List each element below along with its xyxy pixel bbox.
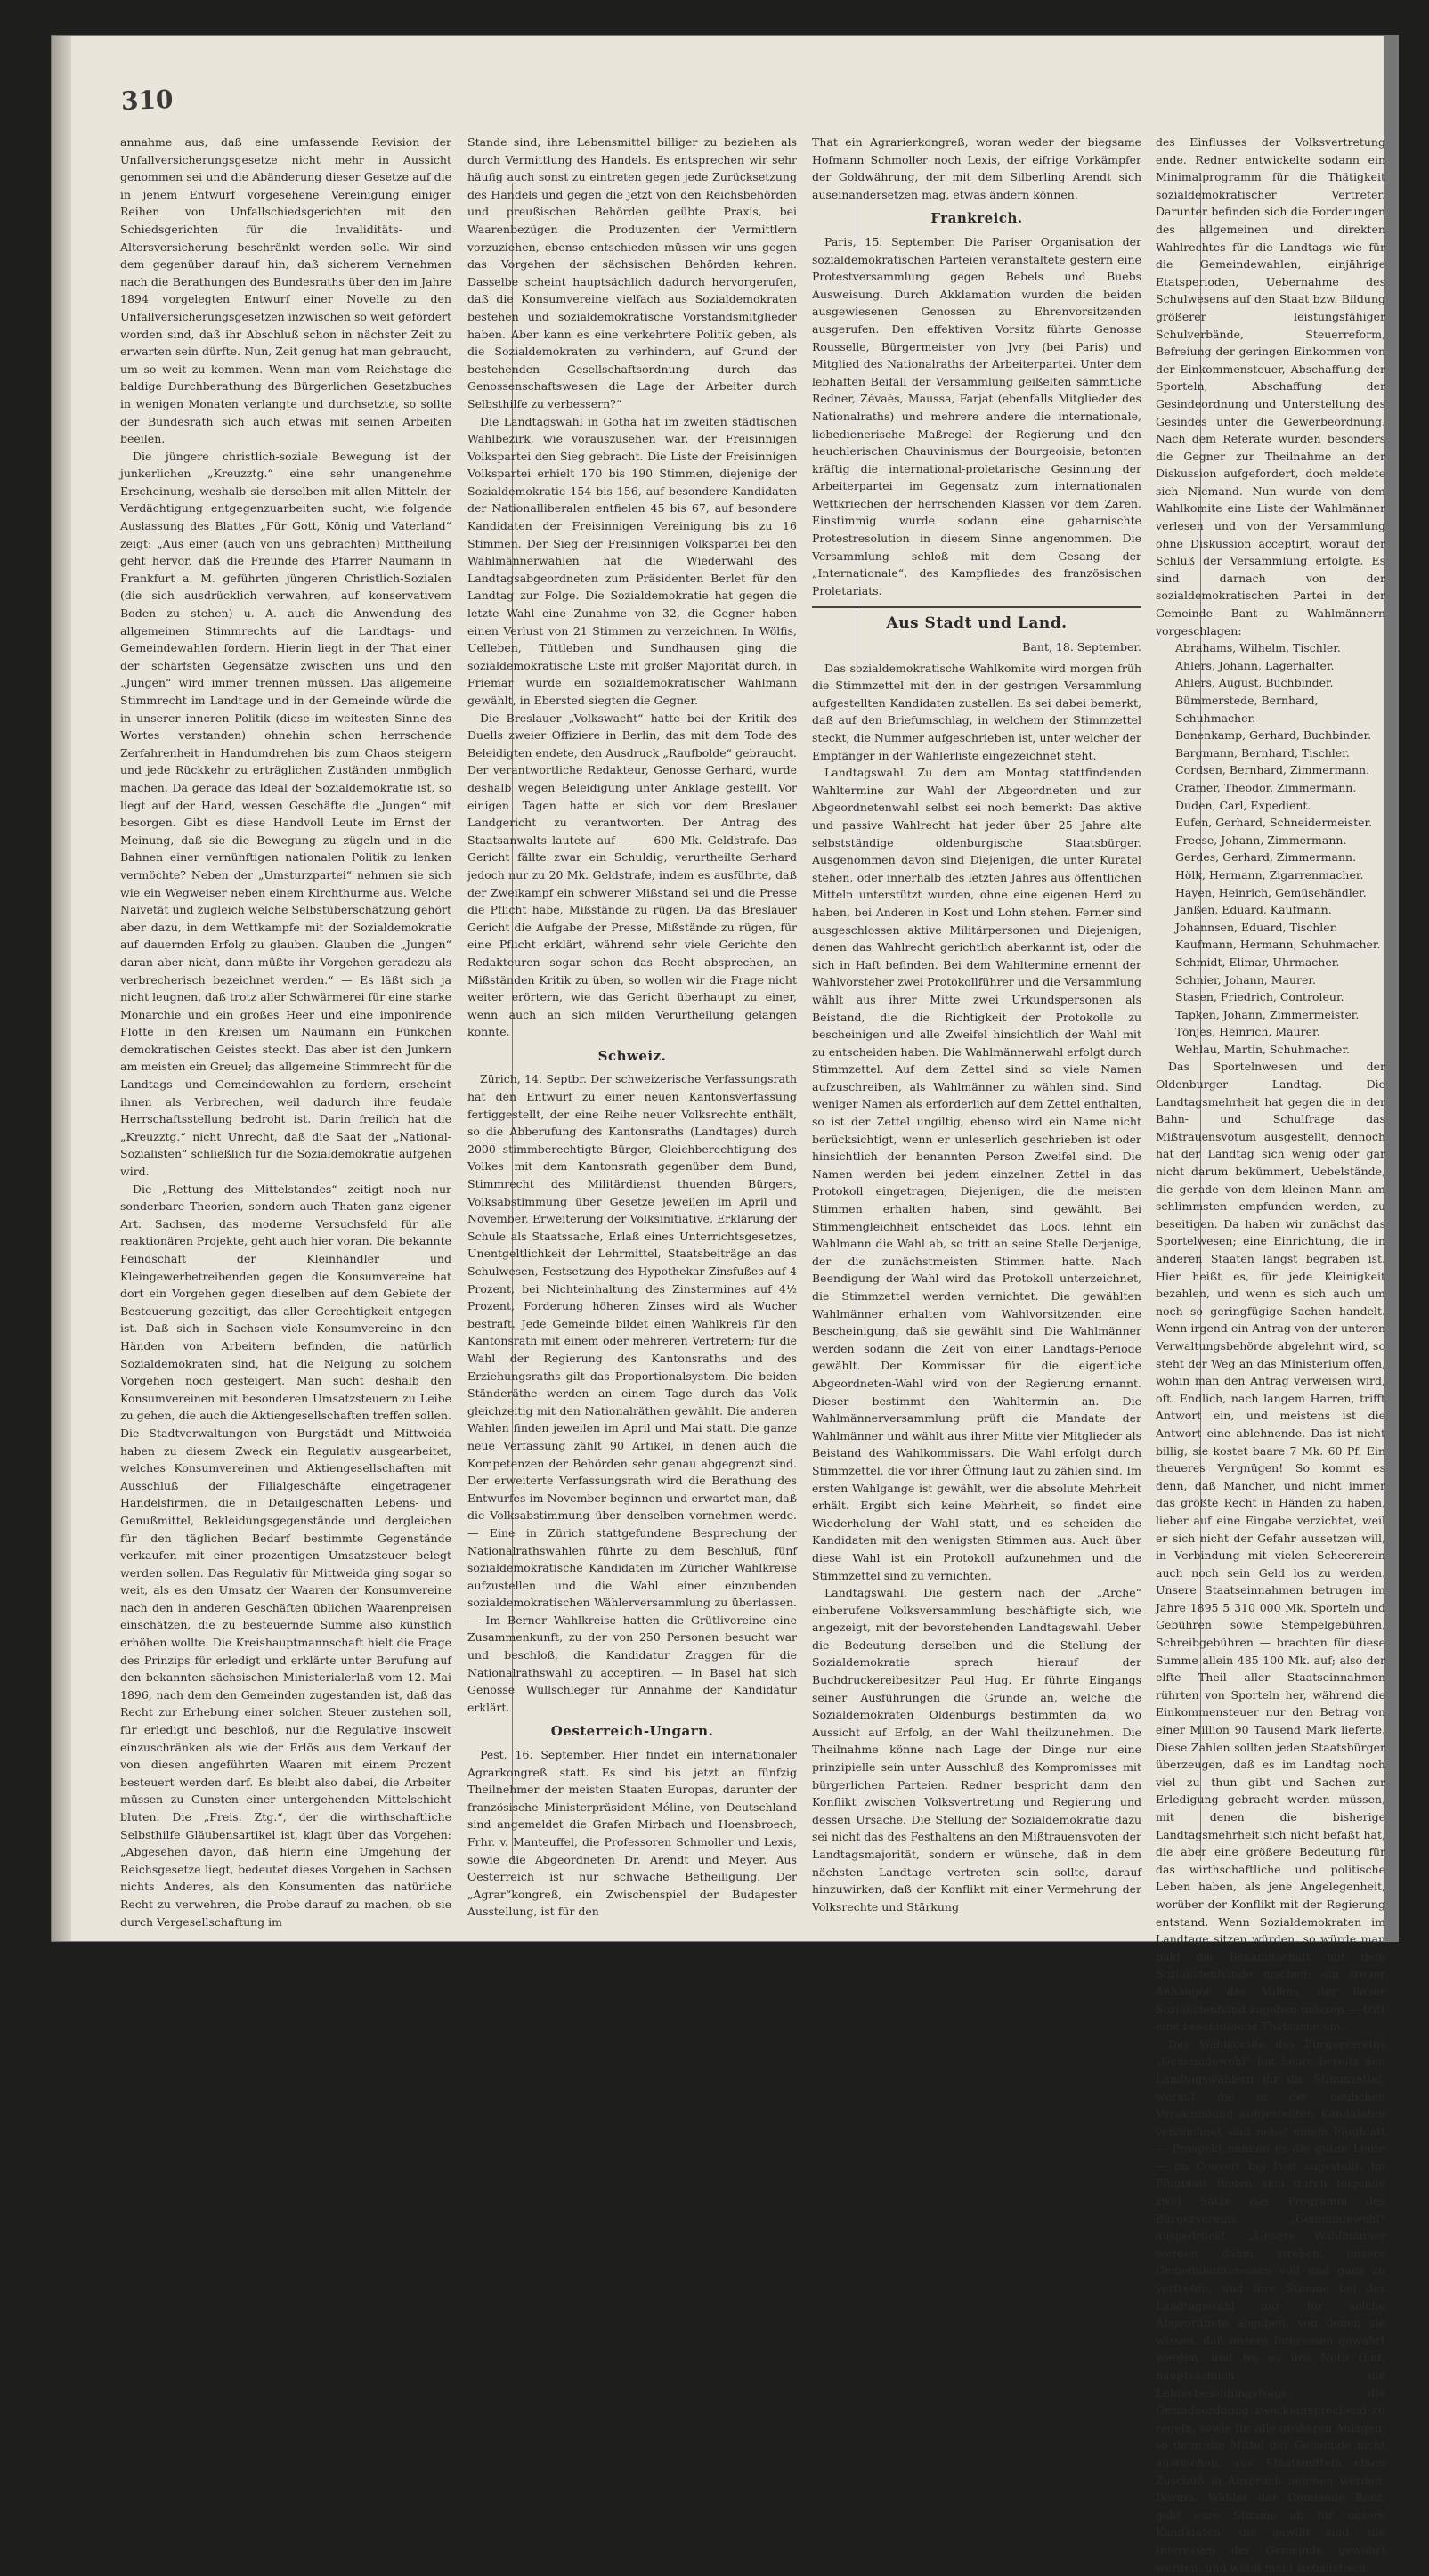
section-heading-schweiz: Schweiz.: [597, 1047, 667, 1064]
article-paragraph: Zürich, 14. Septbr. Der schweizerische Verfassungsrath hat den Entwurf zu einer neuen Kantonsverfassung fertiggestellt, der eine Reihe neuer Volksrechte enthält, so die Abberufung des Kantonsraths (Landtages) durch 2000 stimmberechtigte Bürger, Gleichberechtigung des Volkes mit dem Kantonsrath gegenüber dem Bund, Stimmrecht des Militärdienst thuenden Bürgers, Volksabstimmung über Gesetze jeweilen im April und November, Erweiterung der Volksinitiative, Erklärung der Schule als Staatssache, Erlaß eines Unterrichtsgesetzes, Unentgeltlichkeit der Lehrmittel, Staatsbeiträge an das Schulwesen, Festsetzung des Hypothekar-Zinsfußes auf 4 Prozent, bei Nichteinhaltung des Zinstermines auf 4½ Prozent, Forderung höheren Zinses wird als Wucher bestraft. Jede Gemeinde bildet einen Wahlkreis für den Kantonsrath mit einem oder mehreren Vertretern; für die Wahl der Regierung des Kantonsraths und des Erziehungsraths gilt das Proportionalsystem. Die beiden Ständeräthe werden an einem Tage durch das Volk gleichzeitig mit den Nationalräthen gewählt. Die anderen Wahlen finden jeweilen im April und Mai statt. Die ganze neue Verfassung zählt 90 Artikel, in denen auch die Kompetenzen der Behörden sehr genau abgegrenzt sind. Der erweiterte Verfassungsrath wird die Berathung des Entwurfes im November beginnen und erwartet man, daß die Volksabstimmung über denselben vornehmen werde. — Eine in Zürich stattgefundene Besprechung der Nationalrathswahlen führte zu dem Beschluß, fünf sozialdemokratische Kandidaten im Züricher Wahlkreise aufzustellen und die Wahl einer einzubenden sozialdemokratischen Wählerversammlung zu überlassen. — Im Berner Wahlkreise hatten die Grütlivereine eine Zusammenkunft, zu der von 250 Personen besucht war und beschloß, die Kandidatur Zraggen für die Nationalrathswahl zu acceptiren. — In Basel hat sich Genosse Wullschleger für Annahme der Kandidatur erklärt.: [467, 1072, 797, 1714]
list-item: Bargmann, Bernhard, Tischler.: [1175, 745, 1350, 760]
list-item: Schnier, Johann, Maurer.: [1175, 972, 1316, 987]
article-paragraph: That ein Agrarierkongreß, woran weder der biegsame Hofmann Schmoller noch Lexis, der eifrige Vorkämpfer der Goldwährung, der mit dem Silberling Arendt sich auseinandersetzen mag, etwas ändern können.: [812, 135, 1141, 201]
list-item: Bümmerstede, Bernhard, Schuhmacher.: [1175, 694, 1319, 725]
article-paragraph: Pest, 16. September. Hier findet ein internationaler Agrarkongreß statt. Es sind bis jetzt an fünfzig Theilnehmer der meisten Staaten Europas, darunter der französische Ministerpräsident Méline, von Deutschland sind angemeldet die Grafen Mirbach und Hoensbroech, Frhr. v. Manteuffel, die Professoren Schmoller und Lexis, sowie die Abgeordneten Dr. Arendt und Meyer. Aus Oesterreich ist nur schwache Betheiligung. Der „Agrar“kongreß, ein Zwischenspiel der Budapester Ausstellung, ist für den: [467, 1748, 797, 1919]
list-item: Gerdes, Gerhard, Zimmermann.: [1175, 850, 1357, 865]
article-paragraph: Stande sind, ihre Lebensmittel billiger zu beziehen als durch Vermittlung des Handels. Es entsprechen wir sehr häufig auch sonst zu eintreten gegen jede Zurücksetzung des Handels und gegen die jetzt von den Reichsbehörden und preußischen Behörden geübte Praxis, bei Waarenbezügen die Produzenten der Vermittlern vorzuziehen, ebenso entschieden müssen wir uns gegen das Vorgehen der sächsischen Behörden kehren. Dasselbe scheint hauptsächlich dadurch hervorgerufen, daß die Konsumvereine vielfach aus Sozialdemokraten bestehen und sozialdemokratische Vorstandsmitglieder haben. Aber kann es eine verkehrtere Politik geben, als die Sozialdemokraten zu verhindern, auf Grund der bestehenden Gesellschaftsordnung durch das Genossenschaftswesen die Lage der Arbeiter durch Selbsthilfe zu verbessern?“: [467, 135, 797, 410]
article-paragraph: Paris, 15. September. Die Pariser Organisation der sozialdemokratischen Parteien veranstaltete gestern eine Protestversammlung gegen Bebels und Buebs Ausweisung. Durch Akklamation wurden die beiden ausgewiesenen Genossen zu Ehrenvorsitzenden ausgerufen. Den effektiven Vorsitz führte Genosse Rousselle, Bürgermeister von Jvry (bei Paris) und Mitglied des Nationalraths der Arbeiterpartei. Unter dem lebhaften Beifall der Versammlung geißelten sämmtliche Redner, Zévaès, Maussa, Farjat (ebenfalls Mitglieder des Nationalraths) und mehrere andere die internationale, liebedienerische Maßregel der Regierung und den heuchlerischen Chauvinismus der Bourgeoisie, betonten kräftig die international-proletarische Gesinnung der Arbeiterpartei im Gegensatz zum internationalen Wettkriechen der herrschenden Klassen vor dem Zaren. Einstimmig wurde sodann eine geharnischte Protestresolution in diesem Sinne angenommen. Die Versammlung schloß mit dem Gesang der „Internationale“, des Kampfliedes des französischen Proletariats.: [812, 234, 1141, 597]
list-item: Eufen, Gerhard, Schneidermeister.: [1175, 816, 1373, 830]
list-item: Wehlau, Martin, Schuhmacher.: [1175, 1042, 1351, 1056]
list-item: Tönjes, Heinrich, Maurer.: [1175, 1025, 1320, 1039]
list-item: Ahlers, Johann, Lagerhalter.: [1175, 658, 1335, 672]
column-1: [120, 134, 451, 1929]
article-paragraph: Die Landtagswahl in Gotha hat im zweiten städtischen Wahlbezirk, wie vorauszusehen war, der Freisinnigen Volkspartei den Sieg gebracht. Die Liste der Freisinnigen Volkspartei erhielt 170 bis 190 Stimmen, diejenige der Sozialdemokratie 154 bis 156, auf besondere Kandidaten der Nationalliberalen entfielen 45 bis 67, auf besondere Kandidaten der Freisinnigen Vereinigung bis zu 16 Stimmen. Der Sieg der Freisinnigen Volkspartei bei den Wahlmännerwahlen hat die Wiederwahl des Landtagsabgeordneten zum Präsidenten Berlet für den Landtag zur Folge. Die Sozialdemokratie hat gegen die letzte Wahl eine Zunahme von 32, die Gegner haben einen Verlust von 21 Stimmen zu verzeichnen. In Wölfis, Uelleben, Tüttleben und Sundhausen ging die sozialdemokratische Liste mit großer Majorität durch, in Friemar wurde ein sozialdemokratischer Wahlmann gewählt, in Ebersted siegten die Gegner.: [467, 414, 797, 707]
article-paragraph: Das Sportelnwesen und der Oldenburger Landtag. Die Landtagsmehrheit hat gegen die in der Bahn- und Schulfrage das Mißtrauensvotum ausgestellt, dennoch hat der Landtag sich wenig oder gar nicht darum bekümmert, Uebelstände, die gerade von dem kleinen Mann am schlimmsten empfunden werden, zu beseitigen. Da haben wir zunächst das Sportelwesen; eine Einrichtung, die in anderen Staaten längst begraben ist. Hier heißt es, für jede Kleinigkeit bezahlen, und wenn es sich auch um noch so geringfügige Sachen handelt. Wenn irgend ein Antrag von der unteren Verwaltungsbehörde abgelehnt wird, so steht der Weg an das Ministerium offen, wohin man den Antrag verweisen wird, oft. Endlich, nach langem Harren, trifft Antwort ein, und meistens ist die Antwort eine ablehnende. Das ist nicht billig, sie kostet baare 7 Mk. 60 Pf. Ein theueres Vergnügen! So kommt es denn, daß Mancher, und nicht immer das größte Recht in Händen zu haben, lieber auf eine Eingabe verzichtet, weil er sich nicht der Gefahr aussetzen will, in Verbindung mit vielen Scheererein auch noch sein Geld los zu werden. Unsere Staatseinnahmen betrugen im Jahre 1895 5 310 000 Mk. Sporteln und Gebühren sowie Stempelgebühren, Schreibgebühren — brachten für diese Summe allein 485 100 Mk. auf; also der elfte Theil aller Staatseinnahmen rührten von Sporteln her, während die Einkommensteuer nur den Betrag von einer Million 90 Tausend Mark lieferte. Diese Zahlen sollten jeden Staatsbürger überzeugen, daß es im Landtag noch viel zu thun gibt und Sachen zur Erledigung gebracht werden müssen, mit denen die bisherige Landtagsmehrheit sich nicht befaßt hat, die aber eine größere Bedeutung für das wirthschaftliche und politische Leben haben, als jene Angelegenheit, worüber der Konflikt mit der Regierung entstand. Wenn Sozialdemokraten im Landtage sitzen würden, so würde man bald die Bekanntschaft mit dem Sozialistenfeinde machen; ein treuer Anhänger des Volkes, der lieber Sozialistenfeind zugeben müssen — tritt eine beschlossene Thatsache ein.: [1156, 1060, 1385, 2034]
list-item: Tapken, Johann, Zimmermeister.: [1175, 1007, 1360, 1021]
newspaper-page: [52, 36, 1398, 2574]
page-binding-shadow: [52, 36, 71, 1941]
column-2: [467, 134, 797, 1919]
list-item: Johannsen, Eduard, Tischler.: [1175, 920, 1338, 934]
section-heading-oesterreich: Oesterreich-Ungarn.: [550, 1723, 714, 1740]
article-paragraph: Landtagswahl. Die gestern nach der „Arche“ einberufene Volksversammlung beschäftigte sich, wie angezeigt, mit der bevorstehenden Landtagswahl. Ueber die Bedeutung derselben und die Stellung der Sozialdemokratie sprach hierauf der Buchdruckereibesitzer Paul Hug. Er führte Eingangs seiner Ausführungen die Gründe an, welche die Sozialdemokraten Oldenburgs bestimmten da, wo Aussicht auf Erfolg, an der Wahl theilzunehmen. Die Theilnahme könne nach Lage der Dinge nur eine prinzipielle sein unter Ausschluß des Kompromisses mit bürgerlichen Parteien. Redner bespricht dann den Konflikt zwischen Volksvertretung und Regierung und dessen Ursache. Die Stellung der Sozialdemokratie dazu sei nicht das des Festhaltens an den Mißtrauensvoten der Landtagsmajorität, sondern er wünsche, daß in dem nächsten Landtage vertreten sein sollte, darauf hinzuwirken, daß der Konflikt mit einer Vermehrung der Volksrechte und Stärkung: [812, 1586, 1141, 1914]
page-edge: [1384, 36, 1398, 1941]
list-item: Bonenkamp, Gerhard, Buchbinder.: [1175, 728, 1372, 743]
list-item: Cordsen, Bernhard, Zimmermann.: [1175, 763, 1370, 777]
list-item: Freese, Johann, Zimmermann.: [1175, 833, 1347, 847]
page-number: 310: [120, 84, 175, 117]
candidate-list: [1156, 639, 1385, 1058]
list-item: Cramer, Theodor, Zimmermann.: [1175, 780, 1357, 794]
article-paragraph: Das sozialdemokratische Wahlkomite wird morgen früh die Stimmzettel mit den in der gestrigen Versammlung aufgestellten Kandidaten zustellen. Es sei dabei bemerkt, daß auf den Briefumschlag, in welchem der Stimmzettel steckt, die Nummer aufgeschrieben ist, unter welcher der Empfänger in der Wählerliste eingezeichnet steht.: [812, 661, 1141, 762]
column-3: [812, 134, 1141, 1914]
list-item: Hayen, Heinrich, Gemüsehändler.: [1175, 885, 1367, 899]
article-paragraph: annahme aus, daß eine umfassende Revision der Unfallversicherungsgesetze nicht mehr in Aussicht genommen sei und die Abänderung dieser Gesetze auf die in jenem Entwurf vorgesehene Vereinigung einiger Reihen von Unfallschiedsgerichten mit den Schiedsgerichten für die Invaliditäts- und Altersversicherung beschränkt werden solle. Wir sind dem gegenüber darauf hin, daß sicherem Vernehmen nach die Berathungen des Bundesraths über den im Jahre 1894 vorgelegten Entwurf einer Novelle zu den Unfallversicherungsgesetzen inzwischen so weit gefördert worden sind, daß ihr Abschluß schon in nächster Zeit zu erwarten sein dürfte. Nun, Zeit genug hat man gebraucht, um so weit zu kommen. Wenn man vom Reichstage die baldige Durchberathung des Bürgerlichen Gesetzbuches in wenigen Monaten verlangte und durchsetzte, so sollte der Bundesrath sich auch etwas mit seinen Arbeiten beeilen.: [120, 135, 451, 446]
list-item: Abrahams, Wilhelm, Tischler.: [1175, 641, 1341, 655]
column-4: [1156, 134, 1385, 2574]
list-item: Schmidt, Elimar, Uhrmacher.: [1175, 955, 1340, 969]
article-paragraph: Die „Rettung des Mittelstandes“ zeitigt noch nur sonderbare Theorien, sondern auch Thaten ganz eigener Art. Sachsen, das moderne Versuchsfeld für alle reaktionären Projekte, geht auch hier voran. Die bekannte Feindschaft der Kleinhändler und Kleingewerbetreibenden gegen die Konsumvereine hat dort ein Vorgehen gegen dieselben auf dem Gebiete der Besteuerung gezeitigt, das aller Gerechtigkeit entgegen ist. Daß sich in Sachsen viele Konsumvereine in den Händen von Arbeitern befinden, die natürlich Sozialdemokraten sind, hat die Neigung zu solchem Vorgehen noch gesteigert. Man sucht deshalb den Konsumvereinen mit besonderen Umsatzsteuern zu Leibe zu gehen, die auch die Aktiengesellschaften treffen sollen. Die Stadtverwaltungen von Burgstädt und Mittweida haben zu diesem Zweck ein Regulativ ausgearbeitet, welches Konsumvereinen und Aktiengesellschaften mit Ausschluß der Filialgeschäfte eingetragener Handelsfirmen, die in Detailgeschäften Lebens- und Genußmittel, Bekleidungsgegenstände und dergleichen für den täglichen Bedarf bestimmte Gegenstände verkaufen mit einer prozentigen Umsatzsteuer belegt werden sollen. Das Regulativ für Mittweida ging sogar so weit, als es den Umsatz der Waaren der Konsumvereine nach den in anderen Geschäften üblichen Waarenpreisen einschätzen, die zu besteuernde Summe also künstlich erhöhen wollte. Die Kreishauptmannschaft hielt die Frage des Prinzips für erledigt und erklärte unter Berufung auf den bekannten sächsischen Ministerialerlaß vom 12. Mai 1896, nach dem den Gemeinden zugestanden ist, daß das Recht zur Erhebung einer solchen Steuer zustehen soll, für erledigt und beschloß, nur die Regulative insoweit einzuschränken als wie der Erlös aus dem Verkauf der von diesen angeführten Waaren mit einem Prozent besteuert werden darf. Es bleibt also dabei, die Arbeiter müssen zu Gunsten einer untergehenden Mittelschicht bluten. Die „Freis. Ztg.“, der die wirthschaftliche Selbsthilfe Gläubensartikel ist, klagt über das Vorgehen: „Abgesehen davon, daß hierin eine Umgehung der Reichsgesetze liegt, bedeutet dieses Vorgehen in Sachsen nichts Anderes, als den Konsumenten das natürliche Recht zu verwehren, die Probe darauf zu machen, ob sie durch Vergesellschaftung im: [120, 1182, 451, 1929]
article-paragraph: des Einflusses der Volksvertretung ende. Redner entwickelte sodann ein Minimalprogramm für die Thätigkeit sozialdemokratischer Vertreter. Darunter befinden sich die Forderungen des allgemeinen und direkten Wahlrechtes für die Landtags- wie für die Gemeindewahlen, einjährige Etatsperioden, Uebernahme des Schulwesens auf den Staat bzw. Bildung größerer leistungsfähiger Schulverbände, Steuerreform, Befreiung der geringen Einkommen von der Einkommensteuer, Abschaffung der Sporteln, Abschaffung der Gesindeordnung und Unterstellung des Gesindes unter die Gewerbeordnung. Nach dem Referate wurden besonders die Gegner zur Theilnahme an der Diskussion aufgefordert, doch meldete sich Niemand. Nun wurde von dem Wahlkomite eine Liste der Wahlmänner verlesen und von der Versammlung ohne Diskussion acceptirt, worauf der Schluß der Versammlung erfolgte. Es sind darnach von der sozialdemokratischen Partei in der Gemeinde Bant zu Wahlmännern vorgeschlagen:: [1156, 135, 1385, 638]
section-heading-stadt-und-land: Aus Stadt und Land.: [812, 606, 1141, 633]
article-paragraph: Die jüngere christlich-soziale Bewegung ist der junkerlichen „Kreuzztg.“ eine sehr unangenehme Erscheinung, weshalb sie derselben mit allen Mitteln der Verdächtigung entgegenzuarbeiten sucht, wie folgende Auslassung des Blattes „Für Gott, König und Vaterland“ zeigt: „Aus einer (auch von uns gebrachten) Mittheilung geht hervor, daß die Freunde des Pfarrer Naumann in Frankfurt a. M. geführten jüngeren Christlich-Sozialen (die sich ausdrücklich verwahren, auf konservativem Boden zu stehen) u. A. auch die Anwendung des allgemeinen Stimmrechts auf die Landtags- und Gemeindewahlen fordern. Hierin liegt in der That einer der schärfsten Gegensätze zwischen uns und den „Jungen“ wird immer trennen müssen. Das allgemeine Stimmrecht im Landtage und in der Gemeinde würde die in unserer inneren Politik (diese im weitesten Sinne des Wortes verstanden) ohnehin schon herrschende Zerfahrenheit in Handumdrehen bis zum Chaos steigern und jede Rückkehr zu erträglichen Zuständen unmöglich machen. Da gerade das Ideal der Sozialdemokratie ist, so liegt auf der Hand, wessen Geschäfte die „Jungen“ mit besorgen. Gibt es diese Handvoll Leute im Ernst der Meinung, daß sie die Bewegung zu zügeln und in die Bahnen einer vernünftigen nationalen Politik zu lenken vermöchte? Neben der „Umsturzpartei“ nehmen sie sich wie ein Wegweiser neben einem Kirchthurme aus. Welche Naivetät und zugleich welche Selbstüberschätzung gehört aber dazu, in dem Wettkampfe mit der Sozialdemokratie auf dauernden Erfolg zu glauben. Glauben die „Jungen“ daran aber nicht, dann müßte ihr Vorgehen geradezu als verbrecherisch bezeichnet werden.“ — Es läßt sich ja nicht leugnen, daß trotz aller Schwärmerei für eine starke Monarchie und ein großes Heer und eine imponirende Flotte in den Kreisen um Naumann ein Fünkchen demokratischen Geistes steckt. Das aber ist den Junkern am meisten ein Greuel; das allgemeine Stimmrecht für die Landtags- und Gemeindewahlen zu fordern, erscheint ihnen als Verbrechen, weil dadurch ihre feudale Herrschaftsstellung bedroht ist. Darin freilich hat die „Kreuzztg.“ nicht Unrecht, daß die Saat der „National-Sozialisten“ schließlich für die Sozialdemokratie aufgehen wird.: [120, 449, 451, 1179]
list-item: Kaufmann, Hermann, Schuhmacher.: [1175, 938, 1381, 952]
article-paragraph: Die Breslauer „Volkswacht“ hatte bei der Kritik des Duells zweier Offiziere in Berlin, das mit dem Tode des Beleidigten endete, den Ausdruck „Raufbolde“ gebraucht. Der verantwortliche Redakteur, Genosse Gerhard, wurde deshalb wegen Beleidigung unter Anklage gestellt. Vor einigen Tagen hatte er sich vor dem Breslauer Landgericht zu verantworten. Der Antrag des Staatsanwalts lautete auf — — 600 Mk. Geldstrafe. Das Gericht fällte zwar ein Schuldig, verurtheilte Gerhard jedoch nur zu 20 Mk. Geldstrafe, indem es ausführte, daß der Zweikampf ein schwerer Mißstand sei und die Presse die Pflicht habe, Mißstände zu rügen. Da das Breslauer Gericht die Aufgabe der Presse, Mißstände zu rügen, für eine Pflicht erklärt, während sehr viele Gerichte den Redakteuren sogar schon das Recht absprechen, an Mißständen Kritik zu üben, so wollen wir die Frage nicht weiter erörtern, wie das Gericht überhaupt zu einer, wenn auch an sich milden Verurtheilung gelangen konnte.: [467, 711, 797, 1039]
list-item: Hölk, Hermann, Zigarrenmacher.: [1175, 867, 1364, 882]
article-paragraph: Das Wahlkomite des Bürgervereins „Gemeindewohl“ hat heute bereits den Landtagswählern ihr die Stimmzettel, worauf die in der neulichen Versammlung aufgestellten Kandidaten verzeichnet sind nebst einem Flugblatt — Prospekt nennen es die guten Leute — im Couvert bei Post zugestellt. Im Flugblatt finden sich durch folgende zwei Sätze das Programm des Bürgervereins „Gemeindewohl“ ausgedrückt: „Unsere Wahlmänner werden dahin streben, unsere Gemeindeinteressen voll und ganz zu vertreten, und ihre Stimme bei der Landtagswahl nur für solche Abgeordnete abgeben, von denen sie wissen, daß unsere Interessen gewahrt werden, und wo es uns Noth thut, hauptsächlich die Lehrerbesoldungsfrage, die Gesindeordnung zweckentsprechend zu regeln, sowie für alle größeren Anlagen, so denn die Mittel der Gemeinde nicht ausreichen, aus Staatsmitteln einen Zuschuß in Anspruch nehmen werden. Darum, Wähler der Gemeinde Bant, gebt eure Stimme ab für unsere Kandidaten, die gewillt sind, die Interessen der Gemeinde gewahrt werden, und wählt nicht sozialistisch,: [1156, 2036, 1385, 2574]
section-heading-frankreich: Frankreich.: [930, 210, 1023, 227]
list-item: Janßen, Eduard, Kaufmann.: [1175, 903, 1332, 917]
list-item: Stasen, Friedrich, Controleur.: [1175, 990, 1344, 1004]
dateline: Bant, 18. September.: [1022, 640, 1141, 654]
list-item: Duden, Carl, Expedient.: [1175, 798, 1311, 812]
list-item: Ahlers, August, Buchbinder.: [1175, 676, 1334, 690]
article-paragraph: Landtagswahl. Zu dem am Montag stattfindenden Wahltermine zur Wahl der Abgeordneten und zur Abgeordnetenwahl selbst sei noch bemerkt: Das aktive und passive Wahlrecht hat jeder über 25 Jahre alte selbstständige oldenburgische Staatsbürger. Ausgenommen davon sind Diejenigen, die unter Kuratel stehen, oder innerhalb des letzten Jahres aus öffentlichen Mitteln unterstützt wurden, ohne eine eigenen Herd zu haben, bei Anderen in Kost und Lohn stehen. Ferner sind ausgeschlossen aktive Militärpersonen und Diejenigen, denen das Wahlrecht gerichtlich aberkannt ist, oder die sich in Haft befinden. Bei dem Wahltermine ernennt der Wahlvorsteher zwei Protokollführer und die Versammlung wählt aus ihrer Mitte zwei Urkundspersonen als Beistand, die die Richtigkeit der Protokolle zu bescheinigen und alle Zweifel hinsichtlich der Wahl mit zu entscheiden haben. Die Wahlmännerwahl erfolgt durch Stimmzettel. Auf dem Zettel sind so viele Namen aufzuschreiben, als Wahlmänner zu wählen sind. Sind weniger Namen als erforderlich auf dem Zettel enthalten, so ist der Zettel ungiltig, ebenso wird ein Name nicht berücksichtigt, wenn er unleserlich geschrieben ist oder hinsichtlich der benannten Person Zweifel sind. Die Namen werden bei jedem einzelnen Zettel in das Protokoll eingetragen, Diejenigen, die die meisten Stimmen erhalten haben, sind gewählt. Bei Stimmengleichheit entscheidet das Loos, lehnt ein Wahlmann die Wahl ab, so tritt an seine Stelle Derjenige, der die zunächstmeisten Stimmen hatte. Nach Beendigung der Wahl wird das Protokoll unterzeichnet, die Stimmzettel werden vernichtet. Die gewählten Wahlmänner erhalten vom Wahlvorsitzenden eine Bescheinigung, daß sie gewählt sind. Die Wahlmänner werden sodann die Zeit von einer Landtags-Periode gewählt. Der Kommissar für die eigentliche Abgeordneten-Wahl wird von der Regierung ernannt. Dieser bestimmt den Wahltermin an. Die Wahlmännerversammlung prüft die Mandate der Wahlmänner und wählt aus ihrer Mitte vier Mitglieder als Beistand des Wahlkommissars. Die Wahl erfolgt durch Stimmzettel, die vor ihrer Öffnung laut zu zählen sind. Im ersten Wahlgange ist gewählt, wer die absolute Mehrheit erhält. Ergibt sich keine Mehrheit, so findet eine Wiederholung der Wahl statt, und es scheiden die Kandidaten mit den wenigsten Stimmen aus. Auch über diese Wahl ist ein Protokoll aufzunehmen und die Stimmzettel sind zu vernichten.: [812, 766, 1141, 1582]
